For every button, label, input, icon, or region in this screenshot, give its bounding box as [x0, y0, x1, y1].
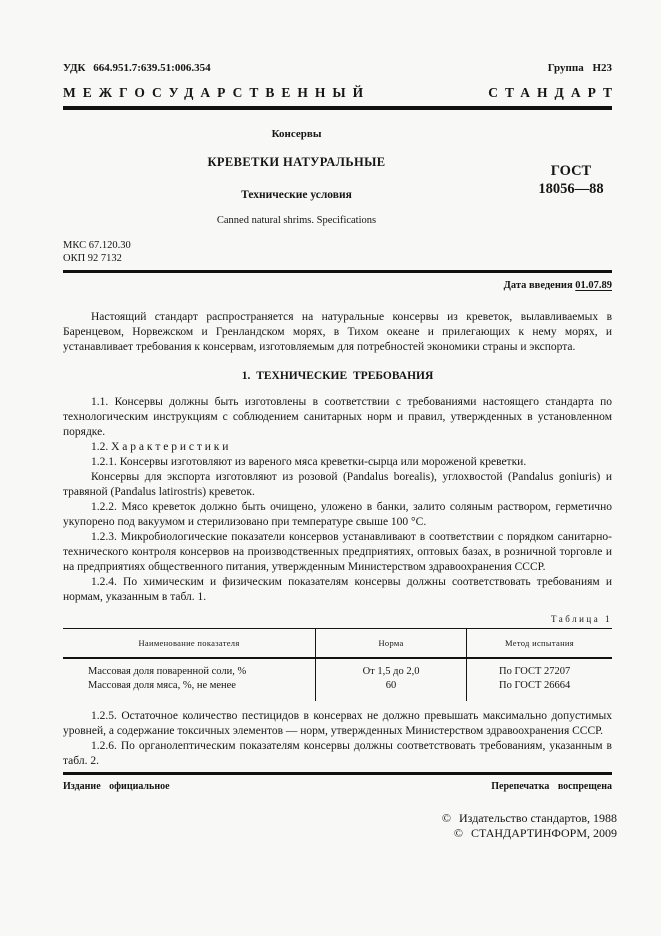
table-row: [63, 658, 612, 679]
gost-number-block: [530, 119, 612, 226]
reprint-notice-label: Перепечатка воспрещена: [491, 781, 612, 792]
paragraph-1-2-1b: Консервы для экспорта изготовляют из розовой (Pandalus borealis), углохвостой (Pandalus goniuris) и травяной (Pandalus latirostris) креветок.: [63, 471, 612, 498]
title-column: [63, 119, 530, 226]
cell-method: По ГОСТ 26664: [467, 679, 613, 702]
gost-number: 18056—88: [538, 181, 604, 197]
table-1: [63, 628, 612, 701]
document-subtitle: Технические условия: [241, 189, 352, 201]
copyright-icon: ©: [453, 826, 463, 840]
table-header-method: Метод испытания: [467, 629, 613, 659]
document-title: КРЕВЕТКИ НАТУРАЛЬНЫЕ: [207, 155, 386, 169]
official-edition-label: Издание официальное: [63, 781, 170, 792]
table-1-header: [63, 629, 612, 659]
udk-code: УДК 664.951.7:639.51:006.354: [63, 62, 211, 74]
paragraph-1-2-3: 1.2.3. Микробиологические показатели консервов устанавливают в соответствии с порядком санитарно-технического контроля консервов на производственных предприятиях, оптовых базах, в розничной торговле и на предприятиях общественного питания, утвержденным Министерством здравоохранения СССР.: [63, 531, 612, 573]
paragraph-1-2-4: 1.2.4. По химическим и физическим показателям консервы должны соответствовать требованиям и нормам, указанным в табл. 1.: [63, 576, 612, 603]
gost-label: ГОСТ: [550, 163, 592, 179]
effective-date-value: 01.07.89: [575, 280, 612, 291]
codes-block: [63, 239, 612, 265]
copyright-line-1: [442, 811, 617, 826]
page-footer: [63, 772, 612, 792]
paragraph-1-2-5: 1.2.5. Остаточное количество пестицидов в консервах не должно превышать максимально допустимых уровней, а содержание токсичных элементов — норм, утвержденных Министерством здравоохранения СССР.: [63, 710, 612, 737]
paragraph-1-2-1: 1.2.1. Консервы изготовляют из вареного мяса креветки-сырца или мороженой креветки.: [91, 456, 527, 468]
paragraph-1-2-6: 1.2.6. По органолептическим показателям консервы должны соответствовать требованиям, указанным в табл. 2.: [63, 740, 612, 767]
table-1-caption: Таблица 1: [551, 614, 612, 624]
paragraph-1-2: 1.2. Х а р а к т е р и с т и к и: [91, 441, 229, 453]
copyright-publisher-1988: Издательство стандартов, 1988: [459, 811, 617, 825]
document-title-english: Canned natural shrims. Specifications: [216, 215, 377, 226]
intro-paragraph: Настоящий стандарт распространяется на натуральные консервы из креветок, вылавливаемых в Баренцевом, Норвежском и Гренландском морях, в Тихом океане и прилегающих к нему морях, и устанавливает требования к консервам, изготовляемым для потребностей экономики страны и экспорта.: [63, 311, 612, 353]
cell-norm: От 1,5 до 2,0: [316, 658, 467, 679]
classification-row: [63, 62, 612, 74]
effective-date-row: [63, 280, 612, 291]
footer-labels: [63, 781, 612, 792]
cell-method: По ГОСТ 27207: [467, 658, 613, 679]
page-content: [63, 0, 619, 769]
standard-type-heading: [63, 85, 619, 101]
effective-date-label: Дата введения: [503, 280, 573, 291]
standard-type-word-1: МЕЖГОСУДАРСТВЕННЫЙ: [63, 85, 371, 100]
codes-divider: [63, 270, 612, 273]
copyright-line-2: [442, 826, 617, 841]
cell-indicator: Массовая доля поваренной соли, %: [88, 666, 247, 677]
copyright-standartinform-2009: СТАНДАРТИНФОРМ, 2009: [470, 826, 617, 840]
cell-norm: 60: [316, 679, 467, 702]
table-header-norm: Норма: [316, 629, 467, 659]
heading-divider: [63, 106, 612, 110]
table-header-row: [63, 629, 612, 659]
table-header-indicator: Наименование показателя: [63, 629, 316, 659]
table-row: [63, 679, 612, 702]
section-1-heading: 1. ТЕХНИЧЕСКИЕ ТРЕБОВАНИЯ: [241, 370, 434, 382]
footer-divider: [63, 772, 612, 775]
document-kind: Консервы: [271, 128, 322, 140]
mks-code: МКС 67.120.30: [63, 240, 131, 251]
title-section: [63, 119, 612, 226]
okp-code: ОКП 92 7132: [63, 253, 122, 264]
copyright-icon: ©: [441, 811, 451, 825]
copyright-block: [442, 811, 617, 841]
paragraph-1-1: 1.1. Консервы должны быть изготовлены в соответствии с требованиями настоящего стандарта по технологическим инструкциям с соблюдением санитарных норм и правил, утвержденных в установленном порядке.: [63, 396, 612, 438]
group-code: Группа Н23: [547, 62, 612, 74]
standard-type-word-2: СТАНДАРТ: [488, 85, 619, 100]
cell-indicator: Массовая доля мяса, %, не менее: [88, 679, 236, 691]
table-1-body: [63, 658, 612, 701]
paragraph-1-2-2: 1.2.2. Мясо креветок должно быть очищено, уложено в банки, залито соляным раствором, герметично укупорено под вакуумом и стерилизовано при температуре свыше 100 °С.: [63, 501, 612, 528]
